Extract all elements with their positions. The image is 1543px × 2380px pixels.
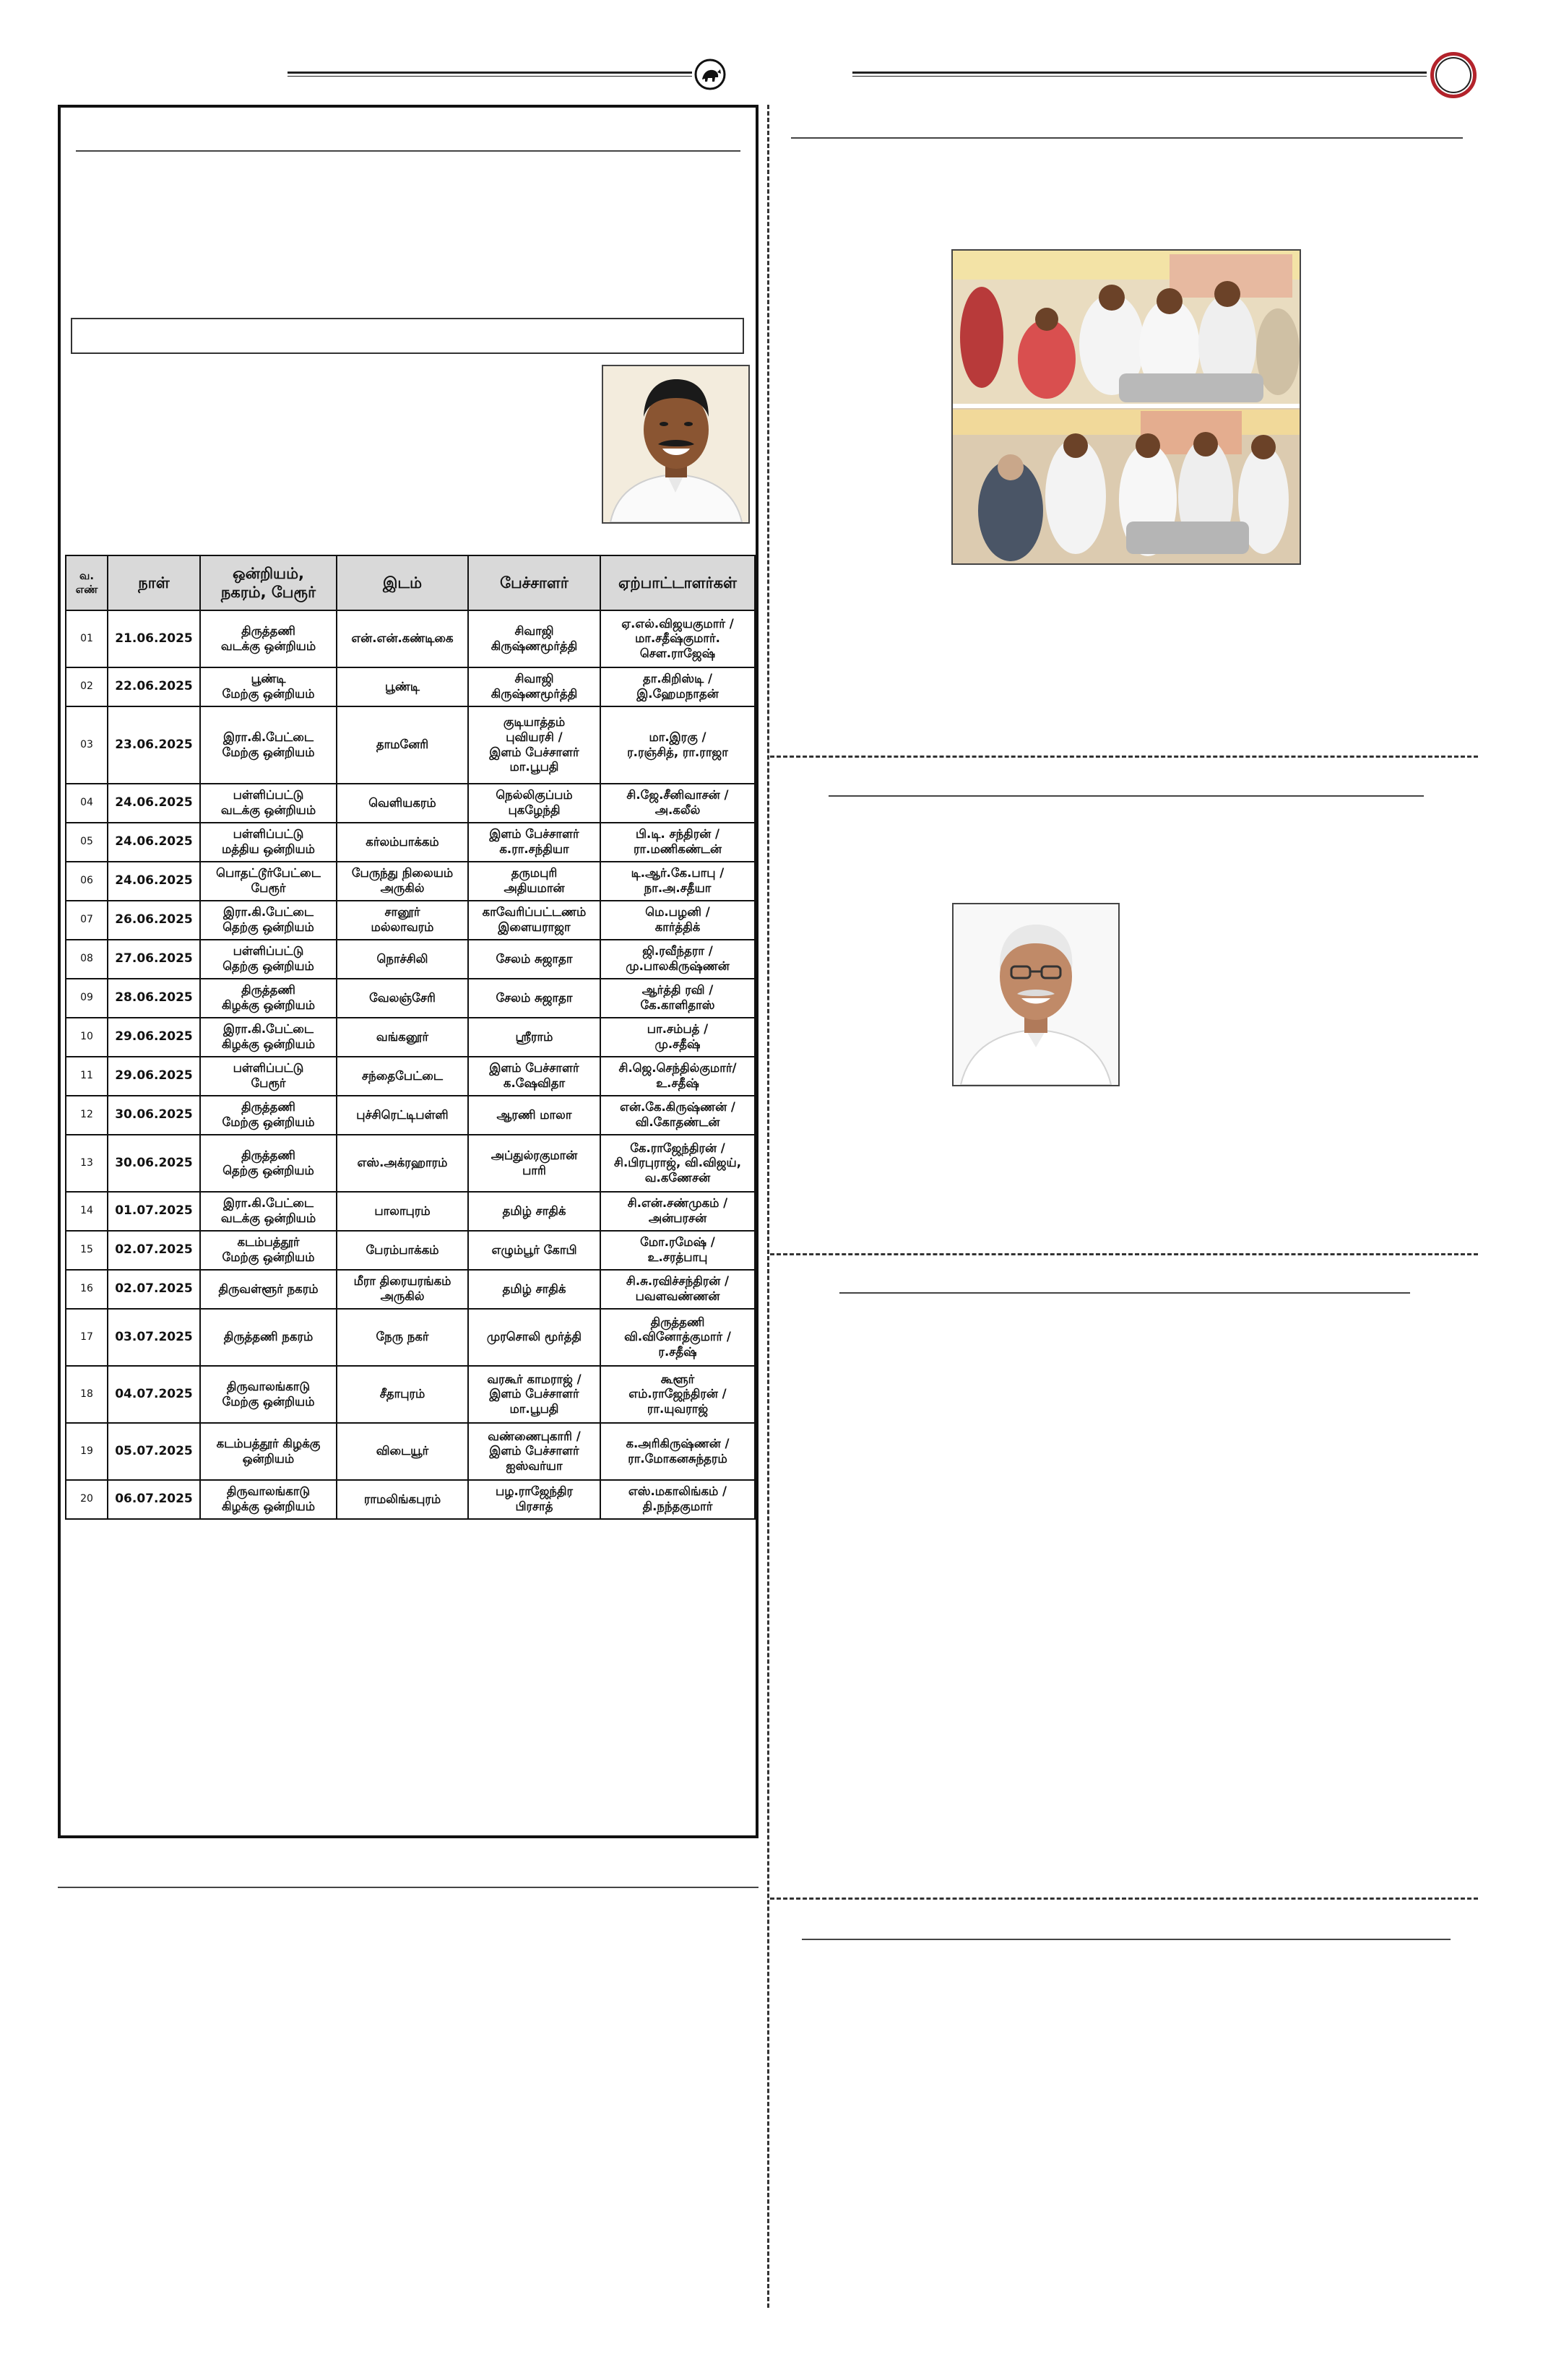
table-row bbox=[66, 1309, 755, 1366]
cell-place: பூண்டி bbox=[337, 667, 468, 706]
cell-speaker: முரசொலி மூர்த்தி bbox=[468, 1309, 600, 1366]
cell-place: வெளியகரம் bbox=[337, 784, 468, 823]
right-separator-1 bbox=[770, 756, 1478, 758]
table-row bbox=[66, 1096, 755, 1135]
table-header-row bbox=[66, 555, 755, 610]
cell-date: 30.06.2025 bbox=[108, 1096, 200, 1135]
cell-speaker: ஸ்ரீராம் bbox=[468, 1018, 600, 1057]
cell-place: புச்சிரெட்டிபள்ளி bbox=[337, 1096, 468, 1135]
cell-date: 26.06.2025 bbox=[108, 901, 200, 940]
table-row bbox=[66, 706, 755, 784]
cell-speaker: சேலம் சுஜாதா bbox=[468, 979, 600, 1018]
cell-organizers: பா.சம்பத் / மு.சதீஷ் bbox=[600, 1018, 755, 1057]
cell-organizers: சி.என்.சண்முகம் / அன்பரசன் bbox=[600, 1192, 755, 1231]
cell-serial-number: 19 bbox=[66, 1423, 108, 1480]
table-row bbox=[66, 1192, 755, 1231]
cell-serial-number: 03 bbox=[66, 706, 108, 784]
table-row bbox=[66, 1366, 755, 1423]
header-place bbox=[337, 555, 468, 610]
cell-serial-number: 16 bbox=[66, 1270, 108, 1309]
cell-date: 22.06.2025 bbox=[108, 667, 200, 706]
table-row bbox=[66, 610, 755, 667]
cell-serial-number: 08 bbox=[66, 940, 108, 979]
cell-date: 03.07.2025 bbox=[108, 1309, 200, 1366]
header-serial-text: வ. எண் bbox=[75, 569, 98, 596]
cell-organizers: கே.ராஜேந்திரன் / சி.பிரபுராஜ், வி.விஜய், வ.கணேசன் bbox=[600, 1135, 755, 1192]
table-row bbox=[66, 1480, 755, 1519]
header-rule-right bbox=[852, 72, 1427, 74]
cell-date: 29.06.2025 bbox=[108, 1057, 200, 1096]
cell-serial-number: 05 bbox=[66, 823, 108, 862]
cell-serial-number: 02 bbox=[66, 667, 108, 706]
table-row bbox=[66, 901, 755, 940]
cell-area: பள்ளிப்பட்டு மத்திய ஒன்றியம் bbox=[200, 823, 337, 862]
cell-area: திருத்தணி கிழக்கு ஒன்றியம் bbox=[200, 979, 337, 1018]
cell-organizers: திருத்தணி வி.வினோத்குமார் / ர.சதீஷ் bbox=[600, 1309, 755, 1366]
cell-area: இரா.கி.பேட்டை கிழக்கு ஒன்றியம் bbox=[200, 1018, 337, 1057]
table-row bbox=[66, 784, 755, 823]
cell-place: பேருந்து நிலையம் அருகில் bbox=[337, 862, 468, 901]
cell-place: எஸ்.அக்ரஹாரம் bbox=[337, 1135, 468, 1192]
table-row bbox=[66, 940, 755, 979]
cell-place: நேரு நகர் bbox=[337, 1309, 468, 1366]
cell-date: 30.06.2025 bbox=[108, 1135, 200, 1192]
table-row bbox=[66, 1231, 755, 1270]
cell-speaker: இளம் பேச்சாளர் க.ஷேவிதா bbox=[468, 1057, 600, 1096]
header-speaker bbox=[468, 555, 600, 610]
cell-place: சந்தைபேட்டை bbox=[337, 1057, 468, 1096]
cell-speaker: தருமபுரி அதியமான் bbox=[468, 862, 600, 901]
cell-date: 24.06.2025 bbox=[108, 862, 200, 901]
cell-area: இரா.கி.பேட்டை தெற்கு ஒன்றியம் bbox=[200, 901, 337, 940]
cell-serial-number: 07 bbox=[66, 901, 108, 940]
event-photo-food-distribution bbox=[951, 249, 1301, 565]
cell-area: திருத்தணி வடக்கு ஒன்றியம் bbox=[200, 610, 337, 667]
header-rule-left-thin bbox=[288, 76, 692, 77]
right-article-4-rule bbox=[802, 1939, 1451, 1940]
cell-speaker: காவேரிப்பட்டணம் இளையராஜா bbox=[468, 901, 600, 940]
header-date-text: நாள் bbox=[138, 574, 170, 592]
cell-date: 24.06.2025 bbox=[108, 823, 200, 862]
cell-area: திருத்தணி தெற்கு ஒன்றியம் bbox=[200, 1135, 337, 1192]
cell-area: கடம்பத்தூர் கிழக்கு ஒன்றியம் bbox=[200, 1423, 337, 1480]
cell-organizers: மோ.ரமேஷ் / உ.சரத்பாபு bbox=[600, 1231, 755, 1270]
cell-serial-number: 13 bbox=[66, 1135, 108, 1192]
table-row bbox=[66, 823, 755, 862]
cell-organizers: டி.ஆர்.கே.பாபு / நா.அ.சதீயா bbox=[600, 862, 755, 901]
cell-serial-number: 04 bbox=[66, 784, 108, 823]
table-row bbox=[66, 1018, 755, 1057]
table-row bbox=[66, 667, 755, 706]
cell-date: 05.07.2025 bbox=[108, 1423, 200, 1480]
cell-place: ராமலிங்கபுரம் bbox=[337, 1480, 468, 1519]
left-column-bottom-rule bbox=[58, 1887, 758, 1888]
cell-date: 28.06.2025 bbox=[108, 979, 200, 1018]
cell-organizers: எஸ்.மகாலிங்கம் / தி.நந்தகுமார் bbox=[600, 1480, 755, 1519]
column-separator bbox=[767, 105, 769, 2308]
cell-serial-number: 17 bbox=[66, 1309, 108, 1366]
cell-area: திருத்தணி நகரம் bbox=[200, 1309, 337, 1366]
cell-organizers: சி.ஜே.சீனிவாசன் / அ.கலீல் bbox=[600, 784, 755, 823]
cell-serial-number: 10 bbox=[66, 1018, 108, 1057]
table-row bbox=[66, 1423, 755, 1480]
header-area bbox=[200, 555, 337, 610]
cell-area: கடம்பத்தூர் மேற்கு ஒன்றியம் bbox=[200, 1231, 337, 1270]
cell-organizers: சி.சு.ரவிச்சந்திரன் / பவளவண்ணன் bbox=[600, 1270, 755, 1309]
cell-speaker: வரகூர் காமராஜ் / இளம் பேச்சாளர் மா.பூபதி bbox=[468, 1366, 600, 1423]
cell-date: 04.07.2025 bbox=[108, 1366, 200, 1423]
cell-serial-number: 01 bbox=[66, 610, 108, 667]
right-article-2-rule bbox=[829, 795, 1424, 797]
table-body bbox=[66, 610, 755, 1519]
table-row bbox=[66, 979, 755, 1018]
cell-area: திருத்தணி மேற்கு ஒன்றியம் bbox=[200, 1096, 337, 1135]
cell-serial-number: 09 bbox=[66, 979, 108, 1018]
cell-date: 23.06.2025 bbox=[108, 706, 200, 784]
table-row bbox=[66, 1057, 755, 1096]
cell-area: திருவாலங்காடு கிழக்கு ஒன்றியம் bbox=[200, 1480, 337, 1519]
cell-area: பள்ளிப்பட்டு பேரூர் bbox=[200, 1057, 337, 1096]
cell-organizers: க.அரிகிருஷ்ணன் / ரா.மோகனசுந்தரம் bbox=[600, 1423, 755, 1480]
cell-speaker: இளம் பேச்சாளர் க.ரா.சந்தியா bbox=[468, 823, 600, 862]
header-serial-number bbox=[66, 555, 108, 610]
cell-area: பொதட்டூர்பேட்டை பேரூர் bbox=[200, 862, 337, 901]
cell-speaker: எழும்பூர் கோபி bbox=[468, 1231, 600, 1270]
cell-place: கர்லம்பாக்கம் bbox=[337, 823, 468, 862]
cell-serial-number: 06 bbox=[66, 862, 108, 901]
cell-speaker: சேலம் சுஜாதா bbox=[468, 940, 600, 979]
cell-date: 27.06.2025 bbox=[108, 940, 200, 979]
cell-speaker: அப்துல்ரகுமான் பாரி bbox=[468, 1135, 600, 1192]
party-emblem-icon bbox=[693, 58, 727, 91]
portrait-photo-elder bbox=[952, 903, 1120, 1086]
cell-organizers: பி.டி. சந்திரன் / ரா.மணிகண்டன் bbox=[600, 823, 755, 862]
cell-area: பூண்டி மேற்கு ஒன்றியம் bbox=[200, 667, 337, 706]
cell-date: 21.06.2025 bbox=[108, 610, 200, 667]
cell-organizers: ஏ.எல்.விஜயகுமார் / மா.சதீஷ்குமார். சௌ.ராஜேஷ் bbox=[600, 610, 755, 667]
cell-speaker: சிவாஜி கிருஷ்ணமூர்த்தி bbox=[468, 667, 600, 706]
cell-serial-number: 18 bbox=[66, 1366, 108, 1423]
cell-speaker: வண்ணைபுகாரி / இளம் பேச்சாளர் ஐஸ்வர்யா bbox=[468, 1423, 600, 1480]
header-area-text: ஒன்றியம், நகரம், பேரூர் bbox=[220, 564, 316, 601]
cell-place: நொச்சிலி bbox=[337, 940, 468, 979]
cell-organizers: மா.இரகு / ர.ரஞ்சித், ரா.ராஜா bbox=[600, 706, 755, 784]
cell-speaker: சிவாஜி கிருஷ்ணமூர்த்தி bbox=[468, 610, 600, 667]
right-article-3-rule bbox=[839, 1292, 1410, 1294]
cell-area: திருவள்ளூர் நகரம் bbox=[200, 1270, 337, 1309]
cell-place: சானூர் மல்லாவரம் bbox=[337, 901, 468, 940]
cell-speaker: நெல்லிகுப்பம் புகழேந்தி bbox=[468, 784, 600, 823]
cell-organizers: சி.ஜெ.செந்தில்குமார்/ உ.சதீஷ் bbox=[600, 1057, 755, 1096]
header-rule-left bbox=[288, 72, 692, 74]
right-separator-2 bbox=[770, 1253, 1478, 1255]
cell-serial-number: 20 bbox=[66, 1480, 108, 1519]
cell-date: 02.07.2025 bbox=[108, 1270, 200, 1309]
cell-speaker: பழ.ராஜேந்திர பிரசாத் bbox=[468, 1480, 600, 1519]
cell-place: சீதாபுரம் bbox=[337, 1366, 468, 1423]
cell-date: 06.07.2025 bbox=[108, 1480, 200, 1519]
cell-speaker: ஆரணி மாலா bbox=[468, 1096, 600, 1135]
header-place-text: இடம் bbox=[382, 574, 423, 592]
cell-serial-number: 12 bbox=[66, 1096, 108, 1135]
cell-place: என்.என்.கண்டிகை bbox=[337, 610, 468, 667]
right-article-1-rule bbox=[791, 137, 1463, 139]
article-headline-rule bbox=[76, 150, 740, 152]
header-rule-right-thin bbox=[852, 76, 1427, 77]
cell-place: வேலஞ்சேரி bbox=[337, 979, 468, 1018]
cell-place: விடையூர் bbox=[337, 1423, 468, 1480]
cell-organizers: கூளூர் எம்.ராஜேந்திரன் / ரா.யுவராஜ் bbox=[600, 1366, 755, 1423]
cell-organizers: தா.கிறிஸ்டி / இ.ஹேமநாதன் bbox=[600, 667, 755, 706]
cell-serial-number: 11 bbox=[66, 1057, 108, 1096]
cell-organizers: ஆர்த்தி ரவி / கே.காளிதாஸ் bbox=[600, 979, 755, 1018]
cell-area: இரா.கி.பேட்டை வடக்கு ஒன்றியம் bbox=[200, 1192, 337, 1231]
cell-place: வங்கனூர் bbox=[337, 1018, 468, 1057]
cell-speaker: தமிழ் சாதிக் bbox=[468, 1270, 600, 1309]
header-date bbox=[108, 555, 200, 610]
portrait-photo-speaker bbox=[602, 365, 750, 524]
cell-place: தாமனேரி bbox=[337, 706, 468, 784]
cell-place: பாலாபுரம் bbox=[337, 1192, 468, 1231]
meeting-schedule-table bbox=[65, 555, 756, 1520]
subheadline-box bbox=[71, 318, 744, 354]
cell-speaker: தமிழ் சாதிக் bbox=[468, 1192, 600, 1231]
cell-speaker: குடியாத்தம் புவியரசி / இளம் பேச்சாளர் மா.பூபதி bbox=[468, 706, 600, 784]
cell-date: 29.06.2025 bbox=[108, 1018, 200, 1057]
table-row bbox=[66, 1270, 755, 1309]
cell-area: பள்ளிப்பட்டு வடக்கு ஒன்றியம் bbox=[200, 784, 337, 823]
cell-area: இரா.கி.பேட்டை மேற்கு ஒன்றியம் bbox=[200, 706, 337, 784]
cell-organizers: என்.கே.கிருஷ்ணன் / வி.கோதண்டன் bbox=[600, 1096, 755, 1135]
header-organizers-text: ஏற்பாட்டாளர்கள் bbox=[618, 574, 737, 592]
cell-organizers: மெ.பழனி / கார்த்திக் bbox=[600, 901, 755, 940]
table-row bbox=[66, 862, 755, 901]
cell-serial-number: 15 bbox=[66, 1231, 108, 1270]
cell-area: பள்ளிப்பட்டு தெற்கு ஒன்றியம் bbox=[200, 940, 337, 979]
cell-place: மீரா திரையரங்கம் அருகில் bbox=[337, 1270, 468, 1309]
cell-date: 02.07.2025 bbox=[108, 1231, 200, 1270]
cell-organizers: ஜி.ரவீந்தரா / மு.பாலகிருஷ்ணன் bbox=[600, 940, 755, 979]
right-separator-3 bbox=[770, 1897, 1478, 1900]
cell-date: 01.07.2025 bbox=[108, 1192, 200, 1231]
header-speaker-text: பேச்சாளர் bbox=[500, 574, 569, 592]
cell-date: 24.06.2025 bbox=[108, 784, 200, 823]
header-organizers bbox=[600, 555, 755, 610]
cell-place: பேரம்பாக்கம் bbox=[337, 1231, 468, 1270]
page-marker-circle-icon bbox=[1430, 52, 1477, 98]
cell-serial-number: 14 bbox=[66, 1192, 108, 1231]
table-row bbox=[66, 1135, 755, 1192]
cell-area: திருவாலங்காடு மேற்கு ஒன்றியம் bbox=[200, 1366, 337, 1423]
